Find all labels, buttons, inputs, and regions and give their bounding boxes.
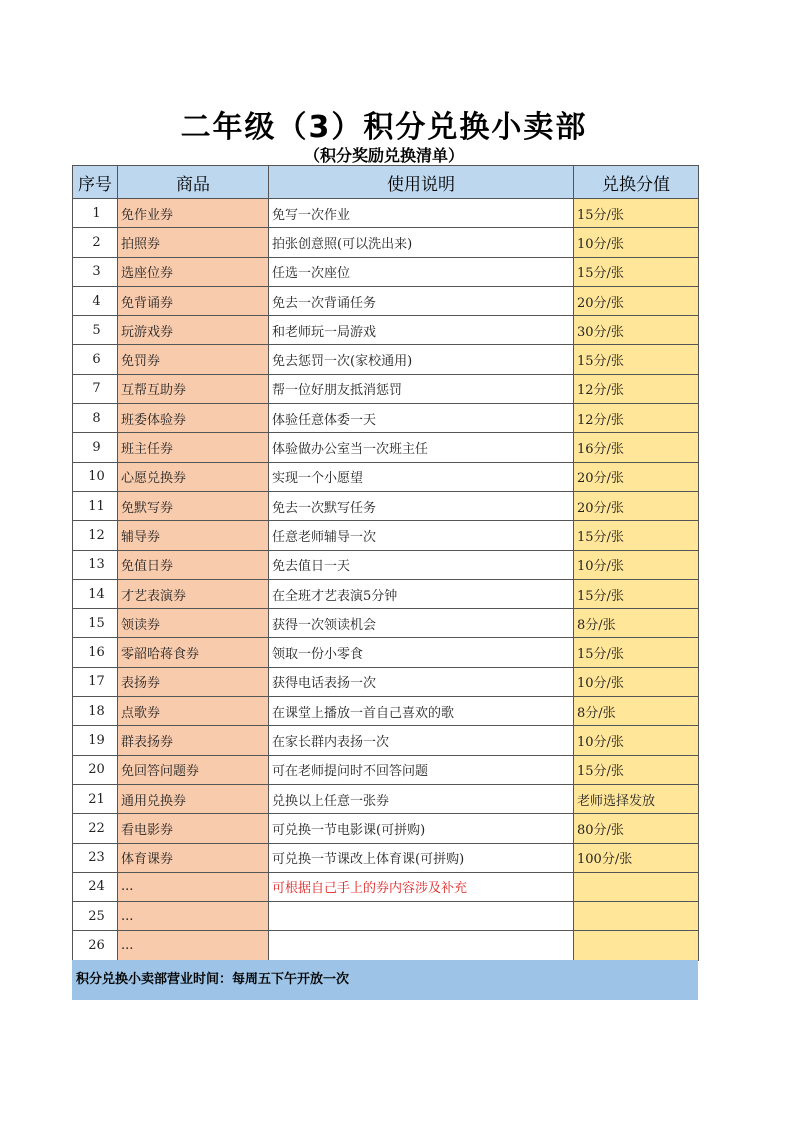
table-row (73, 345, 699, 374)
cell-desc: 帮一位好朋友抵消惩罚 (269, 374, 574, 403)
cell-goods: 免罚券 (118, 345, 269, 374)
cell-desc: 可兑换一节电影课(可拼购) (269, 814, 574, 843)
table-row (73, 550, 699, 579)
table-row (73, 579, 699, 608)
cell-no: 2 (73, 228, 118, 257)
cell-price: 15分/张 (574, 257, 699, 286)
cell-no: 21 (73, 784, 118, 813)
cell-desc: 体验做办公室当一次班主任 (269, 433, 574, 462)
header-price: 兑换分值 (574, 166, 699, 199)
cell-price: 20分/张 (574, 491, 699, 520)
cell-goods: 表扬券 (118, 667, 269, 696)
cell-goods: 免回答问题券 (118, 755, 269, 784)
cell-price: 老师选择发放 (574, 784, 699, 813)
table-row (73, 931, 699, 960)
table-row (73, 491, 699, 520)
cell-desc: 任选一次座位 (269, 257, 574, 286)
table-row (73, 667, 699, 696)
cell-desc: 获得一次领读机会 (269, 609, 574, 638)
cell-desc: 免写一次作业 (269, 199, 574, 228)
cell-no: 13 (73, 550, 118, 579)
table-row (73, 843, 699, 872)
cell-desc: 拍张创意照(可以洗出来) (269, 228, 574, 257)
cell-goods: ... (118, 931, 269, 960)
table-row (73, 316, 699, 345)
cell-no: 8 (73, 404, 118, 433)
cell-no: 22 (73, 814, 118, 843)
cell-no: 17 (73, 667, 118, 696)
cell-price: 10分/张 (574, 228, 699, 257)
header-desc: 使用说明 (269, 166, 574, 199)
cell-goods: 免作业券 (118, 199, 269, 228)
cell-price: 15分/张 (574, 521, 699, 550)
cell-goods: 体育课券 (118, 843, 269, 872)
cell-desc: 免去一次默写任务 (269, 491, 574, 520)
table-row (73, 228, 699, 257)
cell-no: 4 (73, 286, 118, 315)
cell-price: 15分/张 (574, 638, 699, 667)
cell-goods: 心愿兑换券 (118, 462, 269, 491)
cell-no: 5 (73, 316, 118, 345)
table-row (73, 726, 699, 755)
table-row (73, 257, 699, 286)
cell-price: 20分/张 (574, 286, 699, 315)
cell-goods: ... (118, 902, 269, 931)
cell-price: 10分/张 (574, 726, 699, 755)
cell-no: 25 (73, 902, 118, 931)
cell-desc: 免去一次背诵任务 (269, 286, 574, 315)
cell-desc: 可在老师提问时不回答问题 (269, 755, 574, 784)
cell-goods: 看电影券 (118, 814, 269, 843)
cell-price: 15分/张 (574, 579, 699, 608)
cell-goods: 免默写券 (118, 491, 269, 520)
cell-desc: 可兑换一节课改上体育课(可拼购) (269, 843, 574, 872)
cell-desc: 兑换以上任意一张券 (269, 784, 574, 813)
cell-no: 24 (73, 872, 118, 901)
cell-desc: 和老师玩一局游戏 (269, 316, 574, 345)
exchange-table (72, 165, 699, 961)
cell-no: 18 (73, 697, 118, 726)
table-body (73, 199, 699, 961)
cell-desc: 免去值日一天 (269, 550, 574, 579)
cell-goods: 领读券 (118, 609, 269, 638)
cell-no: 20 (73, 755, 118, 784)
cell-goods: 互帮互助券 (118, 374, 269, 403)
page-title: 二年级（3）积分兑换小卖部 (180, 110, 588, 145)
table-row (73, 814, 699, 843)
cell-goods: 点歌券 (118, 697, 269, 726)
cell-desc: 领取一份小零食 (269, 638, 574, 667)
cell-desc: 可根据自己手上的券内容涉及补充 (269, 872, 574, 901)
cell-goods: 班主任券 (118, 433, 269, 462)
cell-no: 12 (73, 521, 118, 550)
table-row (73, 784, 699, 813)
table-row (73, 433, 699, 462)
table-row (73, 638, 699, 667)
cell-goods: ... (118, 872, 269, 901)
header-no: 序号 (73, 166, 118, 199)
cell-goods: 才艺表演券 (118, 579, 269, 608)
cell-price: 30分/张 (574, 316, 699, 345)
table-row (73, 286, 699, 315)
table-row (73, 902, 699, 931)
cell-price (574, 872, 699, 901)
cell-goods: 拍照券 (118, 228, 269, 257)
cell-goods: 免值日券 (118, 550, 269, 579)
cell-no: 16 (73, 638, 118, 667)
cell-desc: 免去惩罚一次(家校通用) (269, 345, 574, 374)
cell-goods: 群表扬券 (118, 726, 269, 755)
cell-no: 9 (73, 433, 118, 462)
cell-goods: 免背诵券 (118, 286, 269, 315)
cell-goods: 辅导券 (118, 521, 269, 550)
cell-no: 6 (73, 345, 118, 374)
cell-no: 26 (73, 931, 118, 960)
cell-no: 14 (73, 579, 118, 608)
table-row (73, 462, 699, 491)
cell-price: 12分/张 (574, 404, 699, 433)
header-goods: 商品 (118, 166, 269, 199)
cell-no: 7 (73, 374, 118, 403)
cell-no: 15 (73, 609, 118, 638)
table-row (73, 755, 699, 784)
cell-price: 15分/张 (574, 345, 699, 374)
header-row (73, 166, 699, 199)
cell-price: 16分/张 (574, 433, 699, 462)
page-subtitle: （积分奖励兑换清单） (303, 146, 464, 165)
cell-desc: 实现一个小愿望 (269, 462, 574, 491)
cell-desc (269, 931, 574, 960)
cell-price: 100分/张 (574, 843, 699, 872)
cell-goods: 通用兑换券 (118, 784, 269, 813)
cell-price: 10分/张 (574, 550, 699, 579)
business-hours-note: 积分兑换小卖部营业时间：每周五下午开放一次 (72, 960, 698, 1000)
cell-price: 10分/张 (574, 667, 699, 696)
cell-price: 20分/张 (574, 462, 699, 491)
cell-no: 19 (73, 726, 118, 755)
table-row (73, 199, 699, 228)
table-row (73, 697, 699, 726)
cell-desc: 在课堂上播放一首自己喜欢的歌 (269, 697, 574, 726)
cell-no: 11 (73, 491, 118, 520)
cell-price: 12分/张 (574, 374, 699, 403)
cell-goods: 班委体验券 (118, 404, 269, 433)
table-row (73, 404, 699, 433)
table-row (73, 609, 699, 638)
cell-price: 80分/张 (574, 814, 699, 843)
cell-price (574, 931, 699, 960)
cell-desc: 体验任意体委一天 (269, 404, 574, 433)
cell-price: 8分/张 (574, 697, 699, 726)
table-row (73, 521, 699, 550)
cell-no: 23 (73, 843, 118, 872)
cell-goods: 零韶哈蒋食券 (118, 638, 269, 667)
cell-desc: 任意老师辅导一次 (269, 521, 574, 550)
cell-desc: 在全班才艺表演5分钟 (269, 579, 574, 608)
cell-no: 10 (73, 462, 118, 491)
cell-price (574, 902, 699, 931)
table-row (73, 374, 699, 403)
cell-no: 3 (73, 257, 118, 286)
cell-price: 15分/张 (574, 755, 699, 784)
cell-desc: 获得电话表扬一次 (269, 667, 574, 696)
cell-price: 15分/张 (574, 199, 699, 228)
cell-desc: 在家长群内表扬一次 (269, 726, 574, 755)
table-row (73, 872, 699, 901)
cell-desc (269, 902, 574, 931)
cell-price: 8分/张 (574, 609, 699, 638)
cell-no: 1 (73, 199, 118, 228)
cell-goods: 玩游戏券 (118, 316, 269, 345)
cell-goods: 选座位券 (118, 257, 269, 286)
